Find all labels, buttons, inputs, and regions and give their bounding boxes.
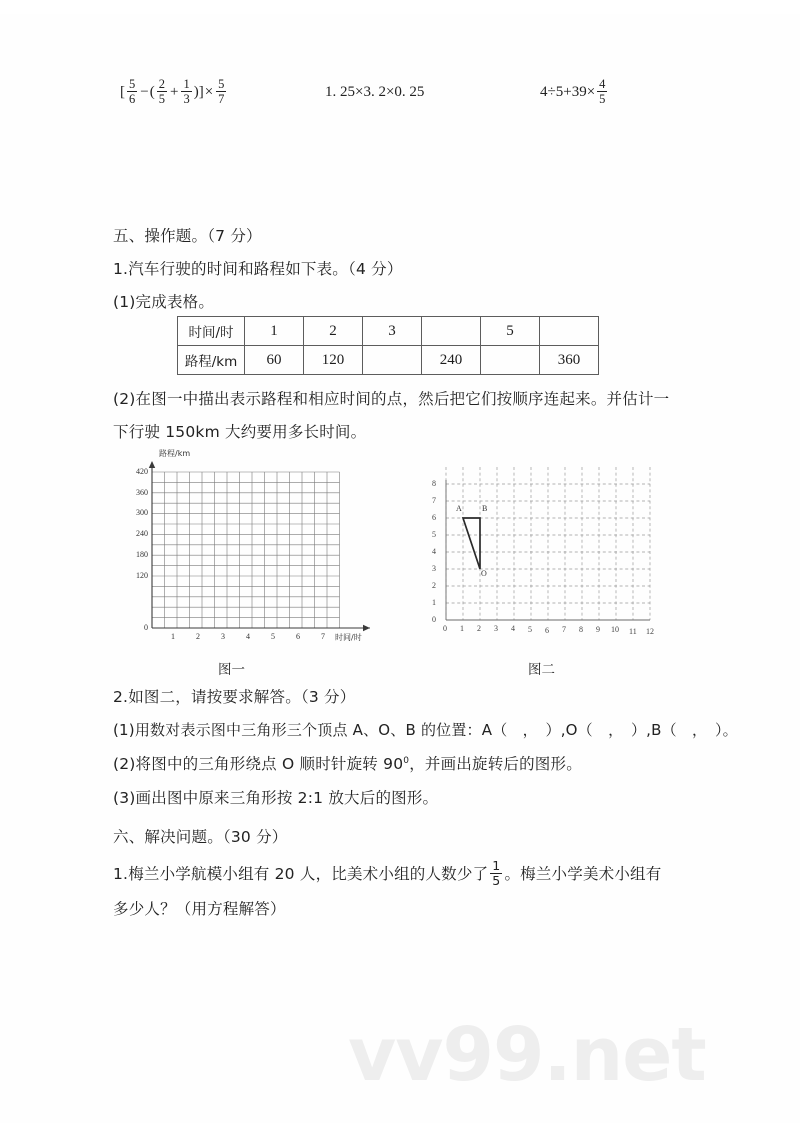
distance-cell-6: 360 [540,346,599,375]
figure-two-xtick-12: 12 [646,627,654,636]
section-five-q2: 2.如图二，请按要求解答。（3 分） [113,688,356,706]
figure-two-xtick-11: 11 [629,627,637,636]
figure-two-xtick-2: 2 [477,624,481,633]
expression-2 [325,84,424,101]
expr1-bracket-open: [ [120,84,125,100]
time-distance-table [177,316,599,375]
figure-one-xtick-5: 5 [271,632,275,641]
section-six-q1-line1 [113,860,661,889]
section-five-q2-sub1: (1)用数对表示图中三角形三个顶点 A、O、B 的位置：A（ ， ）,O（ ， ）,B（ ， ）。 [113,721,738,739]
section-six-q1-line2: 多少人？（用方程解答） [113,900,286,918]
figure-two-svg [428,452,668,647]
triangle-aob [463,518,480,569]
figure-two-ytick-8: 8 [432,479,436,488]
figure-one-ytick-120: 120 [136,571,148,580]
row-header-distance: 路程/km [178,346,245,375]
section-six-heading: 六、解决问题。（30 分） [113,828,288,846]
figure-two-ytick-2: 2 [432,581,436,590]
figure-one-caption: 图一 [218,662,245,678]
figure-two [428,452,668,647]
figure-one-xtick-7: 7 [321,632,325,641]
figure-one-xtick-2: 2 [196,632,200,641]
figure-one-xtick-1: 1 [171,632,175,641]
section-five-q2-sub3: (3)画出图中原来三角形按 2:1 放大后的图形。 [113,789,439,807]
section-five-heading: 五、操作题。（7 分） [113,227,262,245]
figure-two-xtick-8: 8 [579,625,583,634]
figure-two-ytick-0: 0 [432,615,436,624]
figure-one-ytick-360: 360 [136,488,148,497]
expr3-lead: 4÷5+39× [540,84,596,100]
figure-two-xtick-5: 5 [528,625,532,634]
distance-cell-5[interactable] [481,346,540,375]
figure-one-ytick-300: 300 [136,508,148,517]
expr1-fraction-5-7: $\frac{5}{7}$ [218,77,225,106]
time-cell-1: 1 [245,317,304,346]
q2-sub2-post: ，并画出旋转后的图形。 [409,755,582,773]
distance-cell-2: 120 [304,346,363,375]
distance-cell-1: 60 [245,346,304,375]
figure-one-x-axis-label: 时间/时 [335,633,362,642]
x-axis-arrow [363,625,370,631]
figure-two-ytick-4: 4 [432,547,436,556]
expr1-fraction-5-6: $\frac{5}{6}$ [129,77,136,106]
time-cell-2: 2 [304,317,363,346]
figure-one-ytick-240: 240 [136,529,148,538]
distance-cell-3[interactable] [363,346,422,375]
figure-one-grid [152,472,340,628]
q1-part2: 。梅兰小学美术小组有 [504,864,662,883]
figure-two-ytick-7: 7 [432,496,436,505]
figure-two-xtick-10: 10 [611,625,619,634]
figure-one-svg [130,452,380,647]
figure-two-xtick-0: 0 [443,624,447,633]
y-axis-arrow [149,461,155,468]
figure-two-xtick-1: 1 [460,624,464,633]
figure-one-ytick-0: 0 [144,623,148,632]
site-watermark: vv99.net [348,1012,706,1098]
time-cell-6[interactable] [540,317,599,346]
figure-two-xtick-6: 6 [545,626,549,635]
time-cell-5: 5 [481,317,540,346]
q1-fraction-1-5: $\frac{1}{5}$ [492,858,501,888]
expression-1 [120,78,228,107]
q2-sub2-degree-sup: 0 [403,755,410,766]
row-header-time: 时间/时 [178,317,245,346]
expr1-fraction-2-5: $\frac{2}{5}$ [158,77,165,106]
figure-one-xtick-3: 3 [221,632,225,641]
figure-one [130,449,380,647]
figure-two-ytick-3: 3 [432,564,436,573]
expression-row [0,74,800,122]
expr1-paren-close: ) [193,84,199,100]
q1-part1: 1.梅兰小学航模小组有 20 人，比美术小组的人数少了 [113,864,489,883]
figure-two-ytick-6: 6 [432,513,436,522]
expression-3 [540,78,609,107]
section-five-q2-sub2 [113,753,582,776]
figure-two-xtick-4: 4 [511,624,515,633]
figure-two-xtick-3: 3 [494,624,498,633]
expr1-paren-open: ( [149,84,155,100]
figure-one-xtick-6: 6 [296,632,300,641]
expr1-bracket-close: ] [198,84,204,100]
table-row [178,346,599,375]
figure-two-grid [446,467,650,620]
section-five-q1: 1.汽车行驶的时间和路程如下表。（4 分） [113,260,403,278]
figure-one-ytick-420: 420 [136,467,148,476]
vertex-label-b: B [482,504,488,513]
figure-two-xtick-9: 9 [596,625,600,634]
expr2-text: 1. 25×3. 2×0. 25 [325,84,425,100]
section-five-q1-sub1: (1)完成表格。 [113,293,215,311]
figure-two-caption: 图二 [528,662,555,678]
table-row [178,317,599,346]
vertex-label-a: A [456,504,462,513]
figure-two-ytick-5: 5 [432,530,436,539]
q2-sub2-pre: (2)将图中的三角形绕点 O 顺时针旋转 90 [113,755,404,773]
section-five-q1-sub2-line2: 下行驶 150km 大约要用多长时间。 [113,423,367,441]
expr1-fraction-1-3: $\frac{1}{3}$ [183,77,190,106]
expr1-times: × [204,84,214,100]
time-cell-3: 3 [363,317,422,346]
figure-one-ytick-180: 180 [136,550,148,559]
expr1-plus: + [169,84,179,100]
section-five-q1-sub2-line1: (2)在图一中描出表示路程和相应时间的点，然后把它们按顺序连起来。并估计一 [113,390,670,408]
expr1-minus: − [140,84,149,100]
expr3-fraction-4-5: $\frac{4}{5}$ [599,77,606,106]
figure-two-xtick-7: 7 [562,625,566,634]
figure-one-y-axis-label: 路程/km [159,449,191,458]
figure-one-xtick-4: 4 [246,632,250,641]
distance-cell-4: 240 [422,346,481,375]
vertex-label-o: O [481,569,487,578]
time-cell-4[interactable] [422,317,481,346]
figure-two-ytick-1: 1 [432,598,436,607]
